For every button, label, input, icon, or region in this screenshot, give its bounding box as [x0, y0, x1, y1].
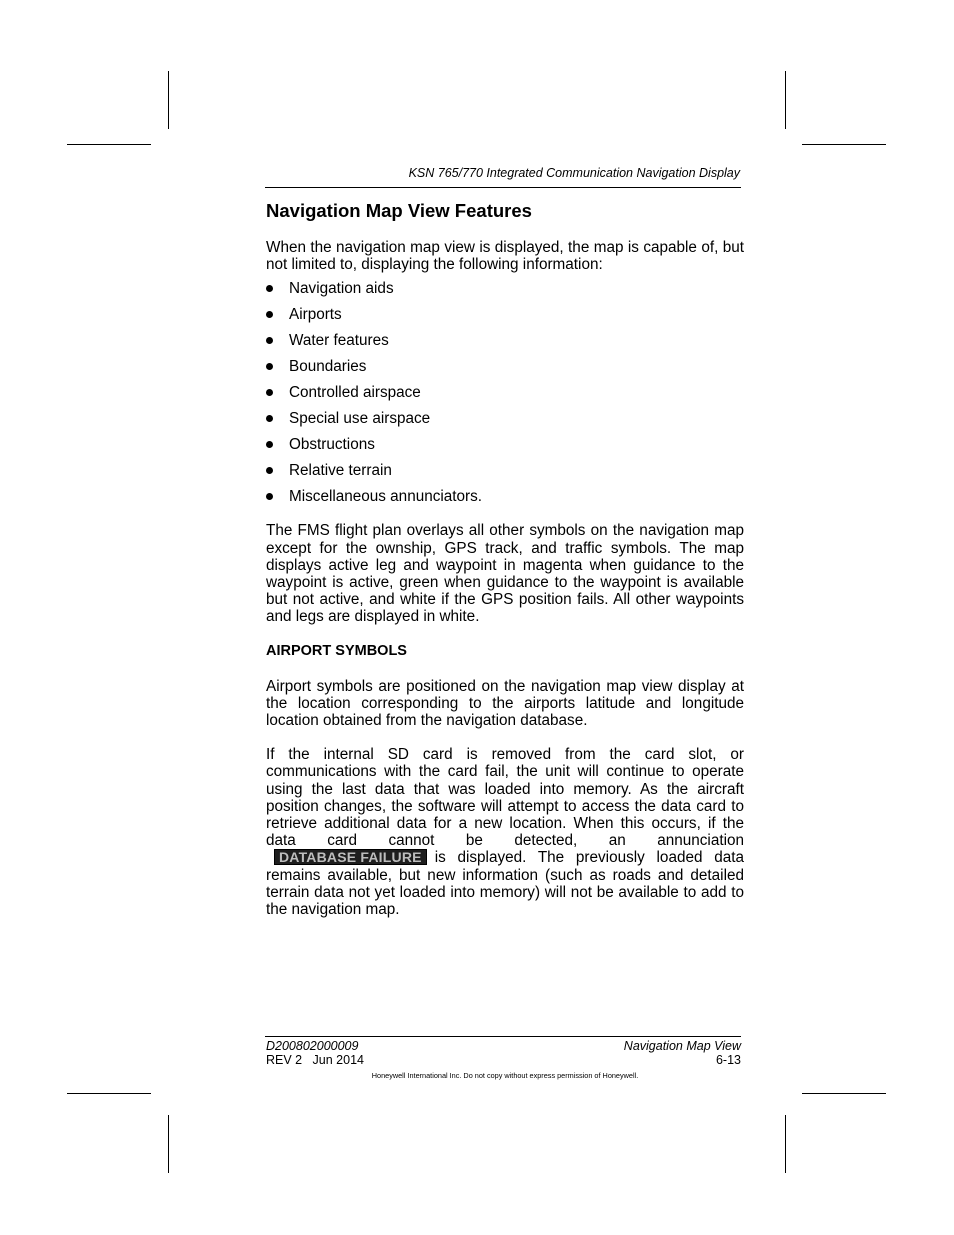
- list-item: [266, 488, 744, 514]
- list-item-label: Controlled airspace: [289, 384, 421, 402]
- bullet-icon: [266, 363, 273, 370]
- list-item-label: Airports: [289, 306, 342, 324]
- list-item-label: Special use airspace: [289, 410, 431, 428]
- airport-symbols-heading: AIRPORT SYMBOLS: [266, 642, 407, 659]
- document-number: D200802000009: [266, 1039, 359, 1053]
- page-content: [266, 200, 744, 918]
- crop-mark-bottom-right-vertical: [785, 1115, 786, 1173]
- list-item: [266, 462, 744, 488]
- fms-paragraph: The FMS flight plan overlays all other symbols on the navigation map except for the ownship, GPS track, and traffic symbols. The map displays active leg and waypoint in magenta when guidance to the waypoint is active, green when guidance to the waypoint is available but not active, and white if the GPS position fails. All other waypoints and legs are displayed in white.: [266, 522, 744, 626]
- list-item-label: Relative terrain: [289, 462, 392, 480]
- footer-section-name: Navigation Map View: [623, 1039, 741, 1053]
- page-number: 6-13: [715, 1052, 741, 1067]
- sd-card-paragraph: [266, 746, 744, 918]
- crop-mark-top-left-horizontal: [67, 144, 151, 145]
- list-item-label: Obstructions: [289, 436, 375, 454]
- list-item: [266, 332, 744, 358]
- copyright-notice: Honeywell International Inc. Do not copy without express permission of Honeywell.: [371, 1071, 639, 1080]
- sd-card-text-after: is displayed. The previously loaded data remains available, but new information (such as roads and detailed terrain data not yet loaded into memory) will not be available to add to the navigation map.: [266, 849, 744, 919]
- airport-symbols-paragraph: Airport symbols are positioned on the navigation map view display at the location corresponding to the airports latitude and longitude location obtained from the navigation database.: [266, 677, 744, 730]
- section-title: Navigation Map View Features: [266, 200, 532, 221]
- crop-mark-top-right-vertical: [785, 71, 786, 129]
- list-item: [266, 410, 744, 436]
- list-item: [266, 358, 744, 384]
- revision-date: REV 2 Jun 2014: [266, 1052, 364, 1067]
- sd-card-text-before: If the internal SD card is removed from the card slot, or communications with the card fail, the unit will continue to operate using the last data that was loaded into memory. As the aircraft position changes, the software will attempt to access the data card to retrieve additional data for a new location. When this occurs, if the data card cannot be detected, an annunciation: [266, 746, 744, 850]
- bullet-icon: [266, 441, 273, 448]
- bullet-icon: [266, 285, 273, 292]
- bullet-icon: [266, 415, 273, 422]
- running-header: KSN 765/770 Integrated Communication Navigation Display: [408, 166, 740, 180]
- crop-mark-top-right-horizontal: [802, 144, 886, 145]
- list-item: [266, 436, 744, 462]
- feature-list: [266, 280, 744, 514]
- crop-mark-bottom-left-vertical: [168, 1115, 169, 1173]
- list-item: [266, 384, 744, 410]
- database-failure-annunciation: DATABASE FAILURE: [274, 849, 427, 865]
- header-rule: [265, 187, 741, 188]
- list-item: [266, 306, 744, 332]
- list-item-label: Navigation aids: [289, 280, 394, 298]
- footer-left: [266, 1040, 364, 1067]
- footer-right: [540, 1040, 741, 1067]
- bullet-icon: [266, 337, 273, 344]
- crop-mark-top-left-vertical: [168, 71, 169, 129]
- bullet-icon: [266, 493, 273, 500]
- intro-paragraph: When the navigation map view is displayed, the map is capable of, but not limited to, displaying the following information:: [266, 239, 744, 274]
- bullet-icon: [266, 467, 273, 474]
- list-item: [266, 280, 744, 306]
- list-item-label: Miscellaneous annunciators.: [289, 488, 483, 506]
- list-item-label: Water features: [289, 332, 389, 350]
- crop-mark-bottom-right-horizontal: [802, 1093, 886, 1094]
- list-item-label: Boundaries: [289, 358, 367, 376]
- bullet-icon: [266, 311, 273, 318]
- crop-mark-bottom-left-horizontal: [67, 1093, 151, 1094]
- bullet-icon: [266, 389, 273, 396]
- footer-rule: [265, 1036, 741, 1037]
